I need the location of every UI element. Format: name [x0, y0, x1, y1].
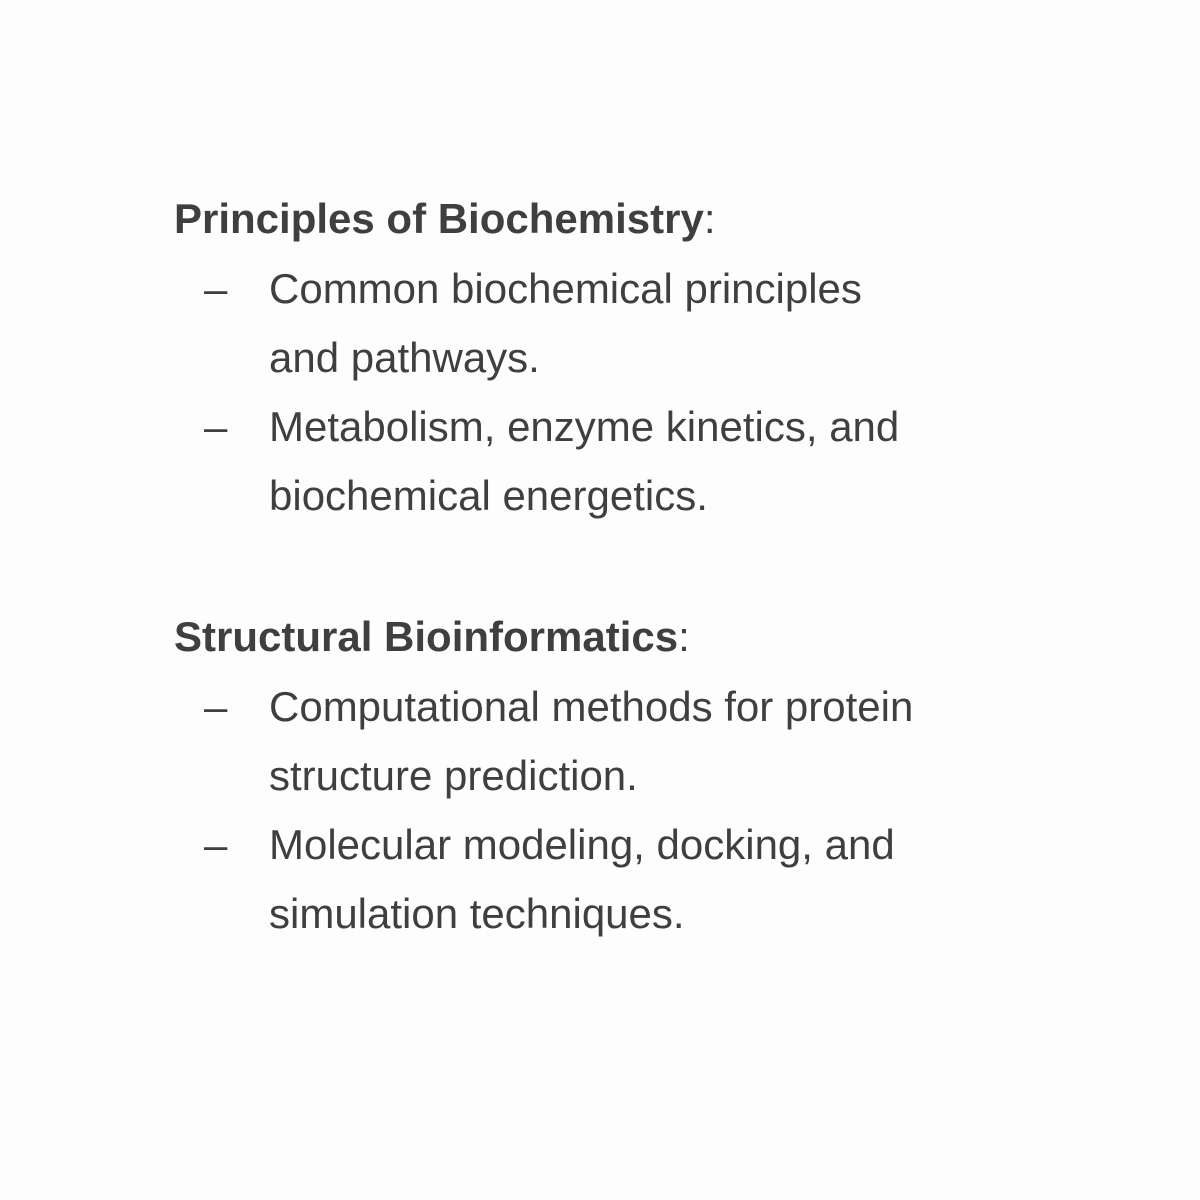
bullet-list: [174, 254, 1134, 530]
list-item-text-line: Common biochemical principles: [269, 265, 862, 312]
list-item: [174, 810, 1099, 948]
list-item-text-line: Molecular modeling, docking, and: [269, 821, 895, 868]
list-item-text-line: and pathways.: [269, 334, 540, 381]
list-item: [174, 254, 1099, 392]
list-item-text-line: simulation techniques.: [269, 890, 685, 937]
dash-bullet: –: [204, 821, 228, 868]
section-heading: [174, 184, 1134, 254]
dash-bullet: –: [204, 403, 228, 450]
section-heading: [174, 602, 1134, 672]
section-title: Structural Bioinformatics: [174, 613, 679, 660]
list-item-text-line: structure prediction.: [269, 752, 638, 799]
list-item-text-line: biochemical energetics.: [269, 472, 708, 519]
section-title: Principles of Biochemistry: [174, 195, 704, 242]
dash-bullet: –: [204, 683, 228, 730]
list-item: [174, 672, 1099, 810]
list-item-text-line: Metabolism, enzyme kinetics, and: [269, 403, 900, 450]
section-colon: :: [703, 195, 716, 242]
list-item: [174, 392, 1099, 530]
bullet-list: [174, 672, 1134, 948]
document-body: [174, 184, 1134, 948]
section-structural-bioinformatics: [174, 602, 1134, 948]
list-item-text-line: Computational methods for protein: [269, 683, 914, 730]
section-principles-of-biochemistry: [174, 184, 1134, 530]
section-colon: :: [678, 613, 690, 660]
dash-bullet: –: [204, 265, 228, 312]
